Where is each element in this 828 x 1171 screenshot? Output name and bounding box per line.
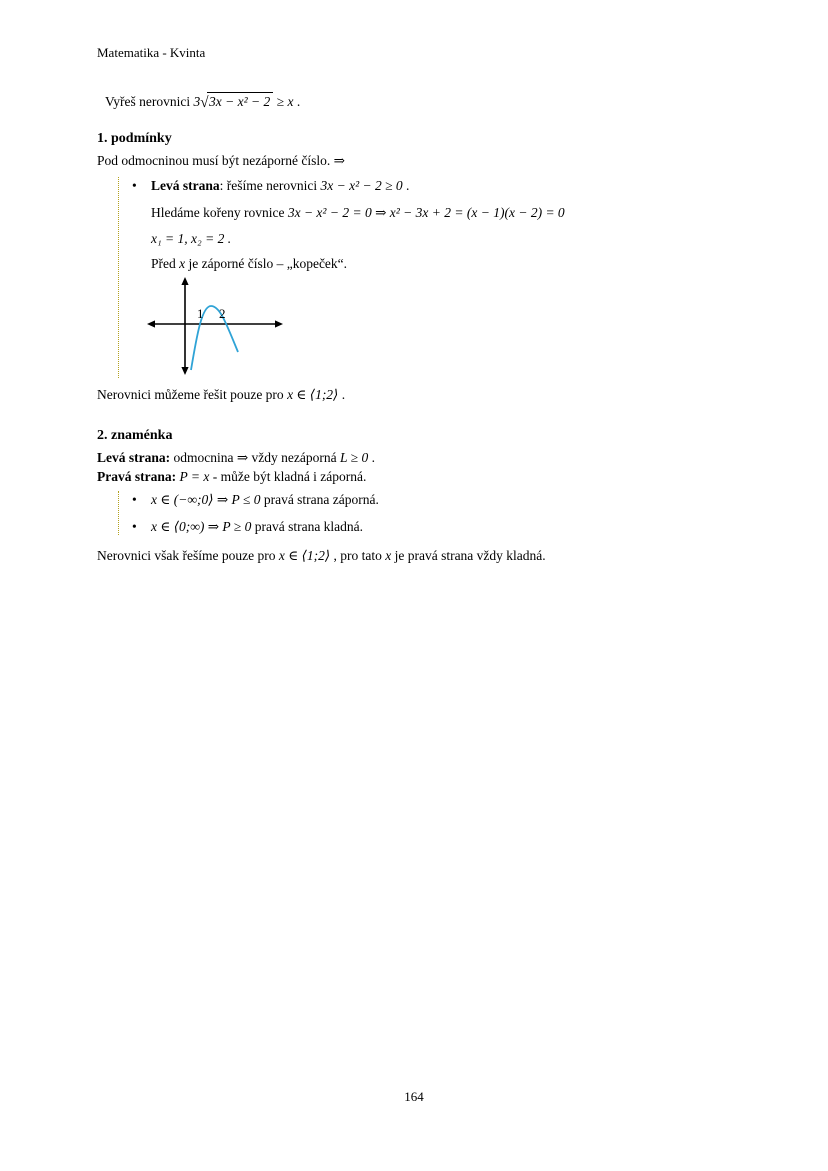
bullet-icon: •: [132, 178, 137, 194]
right-side-label: Pravá strana:: [97, 468, 177, 484]
section2-conclusion-pre: Nerovnici však řešíme pouze pro: [97, 547, 279, 563]
section2-conclusion: [97, 547, 738, 564]
case-negative-formula: x ∈ (−∞;0⟩ ⇒ P ≤ 0: [151, 491, 261, 507]
root-label-1: 1: [197, 306, 204, 322]
left-side-text: : řešíme nerovnici: [219, 178, 321, 194]
section1-conclusion-post: .: [338, 387, 346, 403]
section2-cases-block: [118, 491, 738, 535]
section1-heading: 1. podmínky: [97, 131, 172, 147]
section1-conclusion: [97, 386, 738, 403]
case-positive: [151, 518, 363, 535]
variable-x: x: [179, 256, 186, 272]
section2-conclusion-post: je pravá strana vždy kladná.: [391, 547, 546, 563]
case-positive-text: pravá strana kladná.: [251, 518, 364, 534]
left-side-text: odmocnina ⇒ vždy nezáporná: [170, 449, 341, 465]
case-negative: [151, 491, 379, 508]
roots-line-text: Hledáme kořeny rovnice: [151, 205, 288, 221]
left-side-suffix: .: [368, 449, 375, 465]
left-side-formula: L ≥ 0: [340, 449, 369, 465]
page-number: 164: [404, 1088, 424, 1104]
problem-formula: [193, 94, 294, 112]
section2-conclusion-mid: , pro tato: [330, 547, 386, 563]
shape-note-pre: Před: [151, 256, 180, 272]
implies-icon: ⇒: [333, 153, 345, 169]
radical-sign-icon: √: [200, 95, 209, 112]
y-axis-top-arrow-icon: [181, 277, 188, 285]
shape-note: [151, 255, 738, 272]
left-side-label: Levá strana:: [97, 449, 171, 465]
parabola-graph: [145, 276, 285, 378]
list-item: [119, 491, 738, 508]
problem-suffix: .: [293, 94, 301, 110]
case-positive-formula: x ∈ ⟨0;∞) ⇒ P ≥ 0: [151, 518, 252, 534]
problem-prefix: Vyřeš nerovnici: [105, 94, 194, 110]
x-axis-left-arrow-icon: [147, 320, 155, 327]
x-axis-right-arrow-icon: [275, 320, 283, 327]
bullet-icon: •: [132, 518, 137, 534]
right-side-text: - může být kladná i záporná.: [209, 468, 367, 484]
section2-left-line: [97, 449, 738, 466]
shape-note-post: je záporné číslo – „kopeček“.: [185, 256, 348, 272]
bullet-icon: •: [132, 491, 137, 507]
roots-equation-1: 3x − x² − 2 = 0: [287, 205, 372, 221]
right-side-formula: P = x: [176, 468, 210, 484]
section2-heading: 2. znaménka: [97, 428, 173, 444]
roots-values: x₁ = 1, x₂ = 2 .: [151, 231, 232, 247]
section1-work-block: [118, 177, 738, 378]
left-side-formula: 3x − x² − 2 ≥ 0: [320, 178, 403, 194]
page-header-title: Matematika - Kvinta: [97, 45, 206, 60]
left-side-suffix: .: [402, 178, 410, 194]
list-item: [119, 518, 738, 535]
left-side-line: [151, 177, 409, 194]
radicand: 3x − x² − 2: [207, 92, 273, 109]
section2-conclusion-interval: x ∈ ⟨1;2⟩: [278, 547, 331, 563]
section2-right-line: [97, 468, 738, 485]
roots-line: [151, 204, 738, 221]
section1-conclusion-pre: Nerovnici můžeme řešit pouze pro: [97, 387, 288, 403]
root-label-2: 2: [219, 306, 226, 322]
left-side-label: Levá strana: [151, 178, 220, 194]
section1-lead: [97, 152, 738, 169]
radical-coefficient: 3: [193, 94, 201, 110]
problem-statement: [97, 93, 738, 112]
list-item: [119, 177, 738, 194]
case-negative-text: pravá strana záporná.: [260, 491, 379, 507]
variable-x: x: [385, 547, 392, 563]
roots-equation-2: x² − 3x + 2 = (x − 1)(x − 2) = 0: [389, 205, 565, 221]
y-axis-bottom-arrow-icon: [181, 367, 188, 375]
section1-lead-text: Pod odmocninou musí být nezáporné číslo.: [97, 153, 334, 169]
problem-relation: ≥ x: [273, 94, 294, 110]
implies-icon: ⇒: [371, 205, 390, 221]
section1-conclusion-interval: x ∈ ⟨1;2⟩: [287, 387, 339, 403]
parabola-graph-container: [145, 276, 738, 378]
